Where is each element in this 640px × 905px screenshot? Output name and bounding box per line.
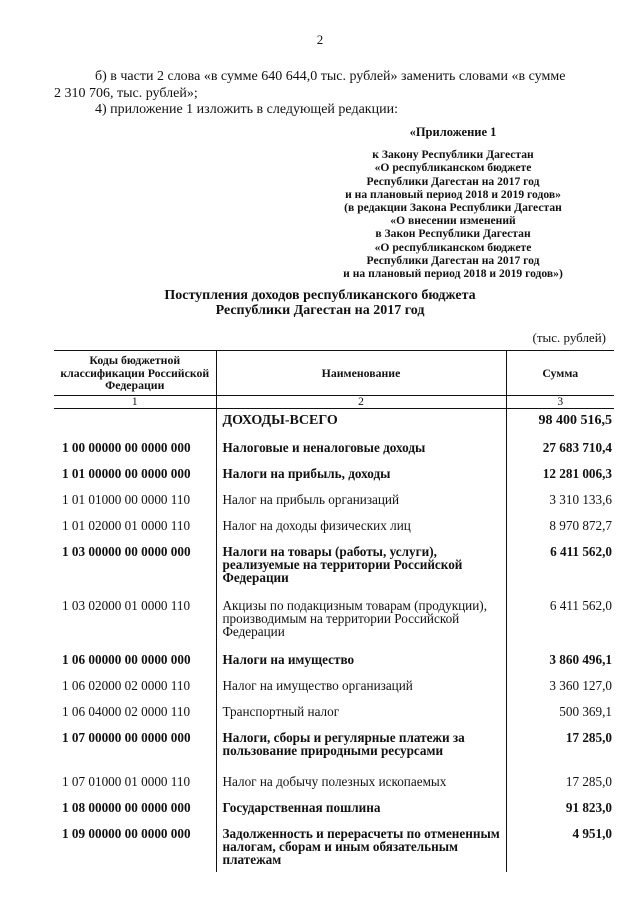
- table-row: [54, 822, 614, 872]
- table-row: [54, 674, 614, 700]
- row-sum: 4 951,0: [506, 822, 614, 872]
- table-row: [54, 796, 614, 822]
- appendix-line: «О внесении изменений: [390, 214, 516, 228]
- row-code: 1 01 00000 00 0000 000: [62, 466, 191, 481]
- table-row: [54, 488, 614, 514]
- row-code: 1 09 00000 00 0000 000: [62, 826, 191, 841]
- row-sum: 6 411 562,0: [506, 594, 614, 648]
- row-sum: 500 369,1: [506, 700, 614, 726]
- row-name: Транспортный налог: [216, 700, 506, 726]
- row-code: 1 01 02000 01 0000 110: [62, 518, 191, 533]
- row-code: 1 07 01000 01 0000 110: [62, 774, 191, 789]
- table-header-row: [54, 351, 614, 396]
- row-sum: 3 310 133,6: [506, 488, 614, 514]
- row-name: Налог на добычу полезных ископаемых: [216, 770, 506, 796]
- header-sum: Сумма: [506, 351, 614, 396]
- row-code: 1 08 00000 00 0000 000: [62, 800, 191, 815]
- appendix-line: (в редакции Закона Республики Дагестан: [344, 201, 562, 215]
- row-code: [54, 408, 216, 436]
- row-name: Налоги на товары (работы, услуги), реализуемые на территории Российской Федерации: [216, 540, 506, 594]
- row-name: Налоги, сборы и регулярные платежи за пользование природными ресурсами: [216, 726, 506, 770]
- row-name: Налог на прибыль организаций: [216, 488, 506, 514]
- appendix-line: к Закону Республики Дагестан: [372, 148, 534, 162]
- row-code: 1 07 00000 00 0000 000: [62, 730, 191, 745]
- row-sum: 17 285,0: [506, 726, 614, 770]
- row-sum: 12 281 006,3: [506, 462, 614, 488]
- row-code: 1 03 02000 01 0000 110: [62, 598, 191, 613]
- row-sum: 8 970 872,7: [506, 514, 614, 540]
- table-row: [54, 726, 614, 770]
- row-name: Задолженность и перерасчеты по отмененным налогам, сборам и иным обязательным платежам: [216, 822, 506, 872]
- header-name: Наименование: [216, 351, 506, 396]
- row-name: Государственная пошлина: [216, 796, 506, 822]
- row-sum: 17 285,0: [506, 770, 614, 796]
- row-code: 1 00 00000 00 0000 000: [62, 440, 191, 455]
- table-row: [54, 408, 614, 436]
- row-name: Акцизы по подакцизным товарам (продукции), производимым на территории Российской Федерации: [216, 594, 506, 648]
- page-number: 2: [316, 32, 324, 47]
- appendix-line: и на плановый период 2018 и 2019 годов»): [343, 267, 563, 281]
- document-title: [0, 288, 640, 318]
- appendix-line: и на плановый период 2018 и 2019 годов»: [345, 187, 561, 201]
- row-sum: 91 823,0: [506, 796, 614, 822]
- appendix-line: «О республиканском бюджете: [374, 240, 532, 254]
- row-code: 1 06 02000 02 0000 110: [62, 678, 191, 693]
- table-row: [54, 462, 614, 488]
- appendix-title: «Приложение 1: [409, 125, 497, 139]
- table-row: [54, 514, 614, 540]
- row-sum: 6 411 562,0: [506, 540, 614, 594]
- row-sum: 3 860 496,1: [506, 648, 614, 674]
- document-title-line-1: Поступления доходов республиканского бюджета: [164, 288, 476, 303]
- row-name: Налоги на имущество: [216, 648, 506, 674]
- document-title-line-2: Республики Дагестан на 2017 год: [215, 303, 425, 318]
- revenue-table: [54, 350, 614, 872]
- header-code: Коды бюджетной классификации Российской Федерации: [54, 351, 216, 396]
- table-row: [54, 594, 614, 648]
- appendix-line: в Закон Республики Дагестан: [375, 227, 531, 241]
- row-code: 1 06 00000 00 0000 000: [62, 652, 191, 667]
- row-sum: 3 360 127,0: [506, 674, 614, 700]
- table-row: [54, 436, 614, 462]
- appendix-line: Республики Дагестан на 2017 год: [366, 253, 540, 267]
- row-sum: 98 400 516,5: [506, 408, 614, 436]
- row-code: 1 01 01000 00 0000 110: [62, 492, 191, 507]
- table-row: [54, 770, 614, 796]
- table-row: [54, 648, 614, 674]
- units-label: (тыс. рублей): [532, 330, 606, 345]
- row-name: Налог на доходы физических лиц: [216, 514, 506, 540]
- row-code: 1 06 04000 02 0000 110: [62, 704, 191, 719]
- appendix-line: Республики Дагестан на 2017 год: [366, 174, 540, 188]
- column-number: 1: [54, 395, 216, 408]
- intro-line-3: 4) приложение 1 изложить в следующей редакции:: [95, 102, 398, 117]
- table-row: [54, 540, 614, 594]
- intro-line-2: 2 310 706, тыс. рублей»;: [54, 86, 198, 101]
- row-name: ДОХОДЫ-ВСЕГО: [216, 408, 506, 436]
- column-number: 3: [506, 395, 614, 408]
- row-code: 1 03 00000 00 0000 000: [62, 544, 191, 559]
- column-number-row: [54, 395, 614, 408]
- row-sum: 27 683 710,4: [506, 436, 614, 462]
- row-name: Налоги на прибыль, доходы: [216, 462, 506, 488]
- appendix-line: «О республиканском бюджете: [374, 161, 532, 175]
- table-row: [54, 700, 614, 726]
- column-number: 2: [216, 395, 506, 408]
- intro-line-1: б) в части 2 слова «в сумме 640 644,0 тыс. рублей» заменить словами «в сумме: [95, 69, 566, 84]
- row-name: Налоговые и неналоговые доходы: [216, 436, 506, 462]
- row-name: Налог на имущество организаций: [216, 674, 506, 700]
- appendix-header: [318, 126, 588, 280]
